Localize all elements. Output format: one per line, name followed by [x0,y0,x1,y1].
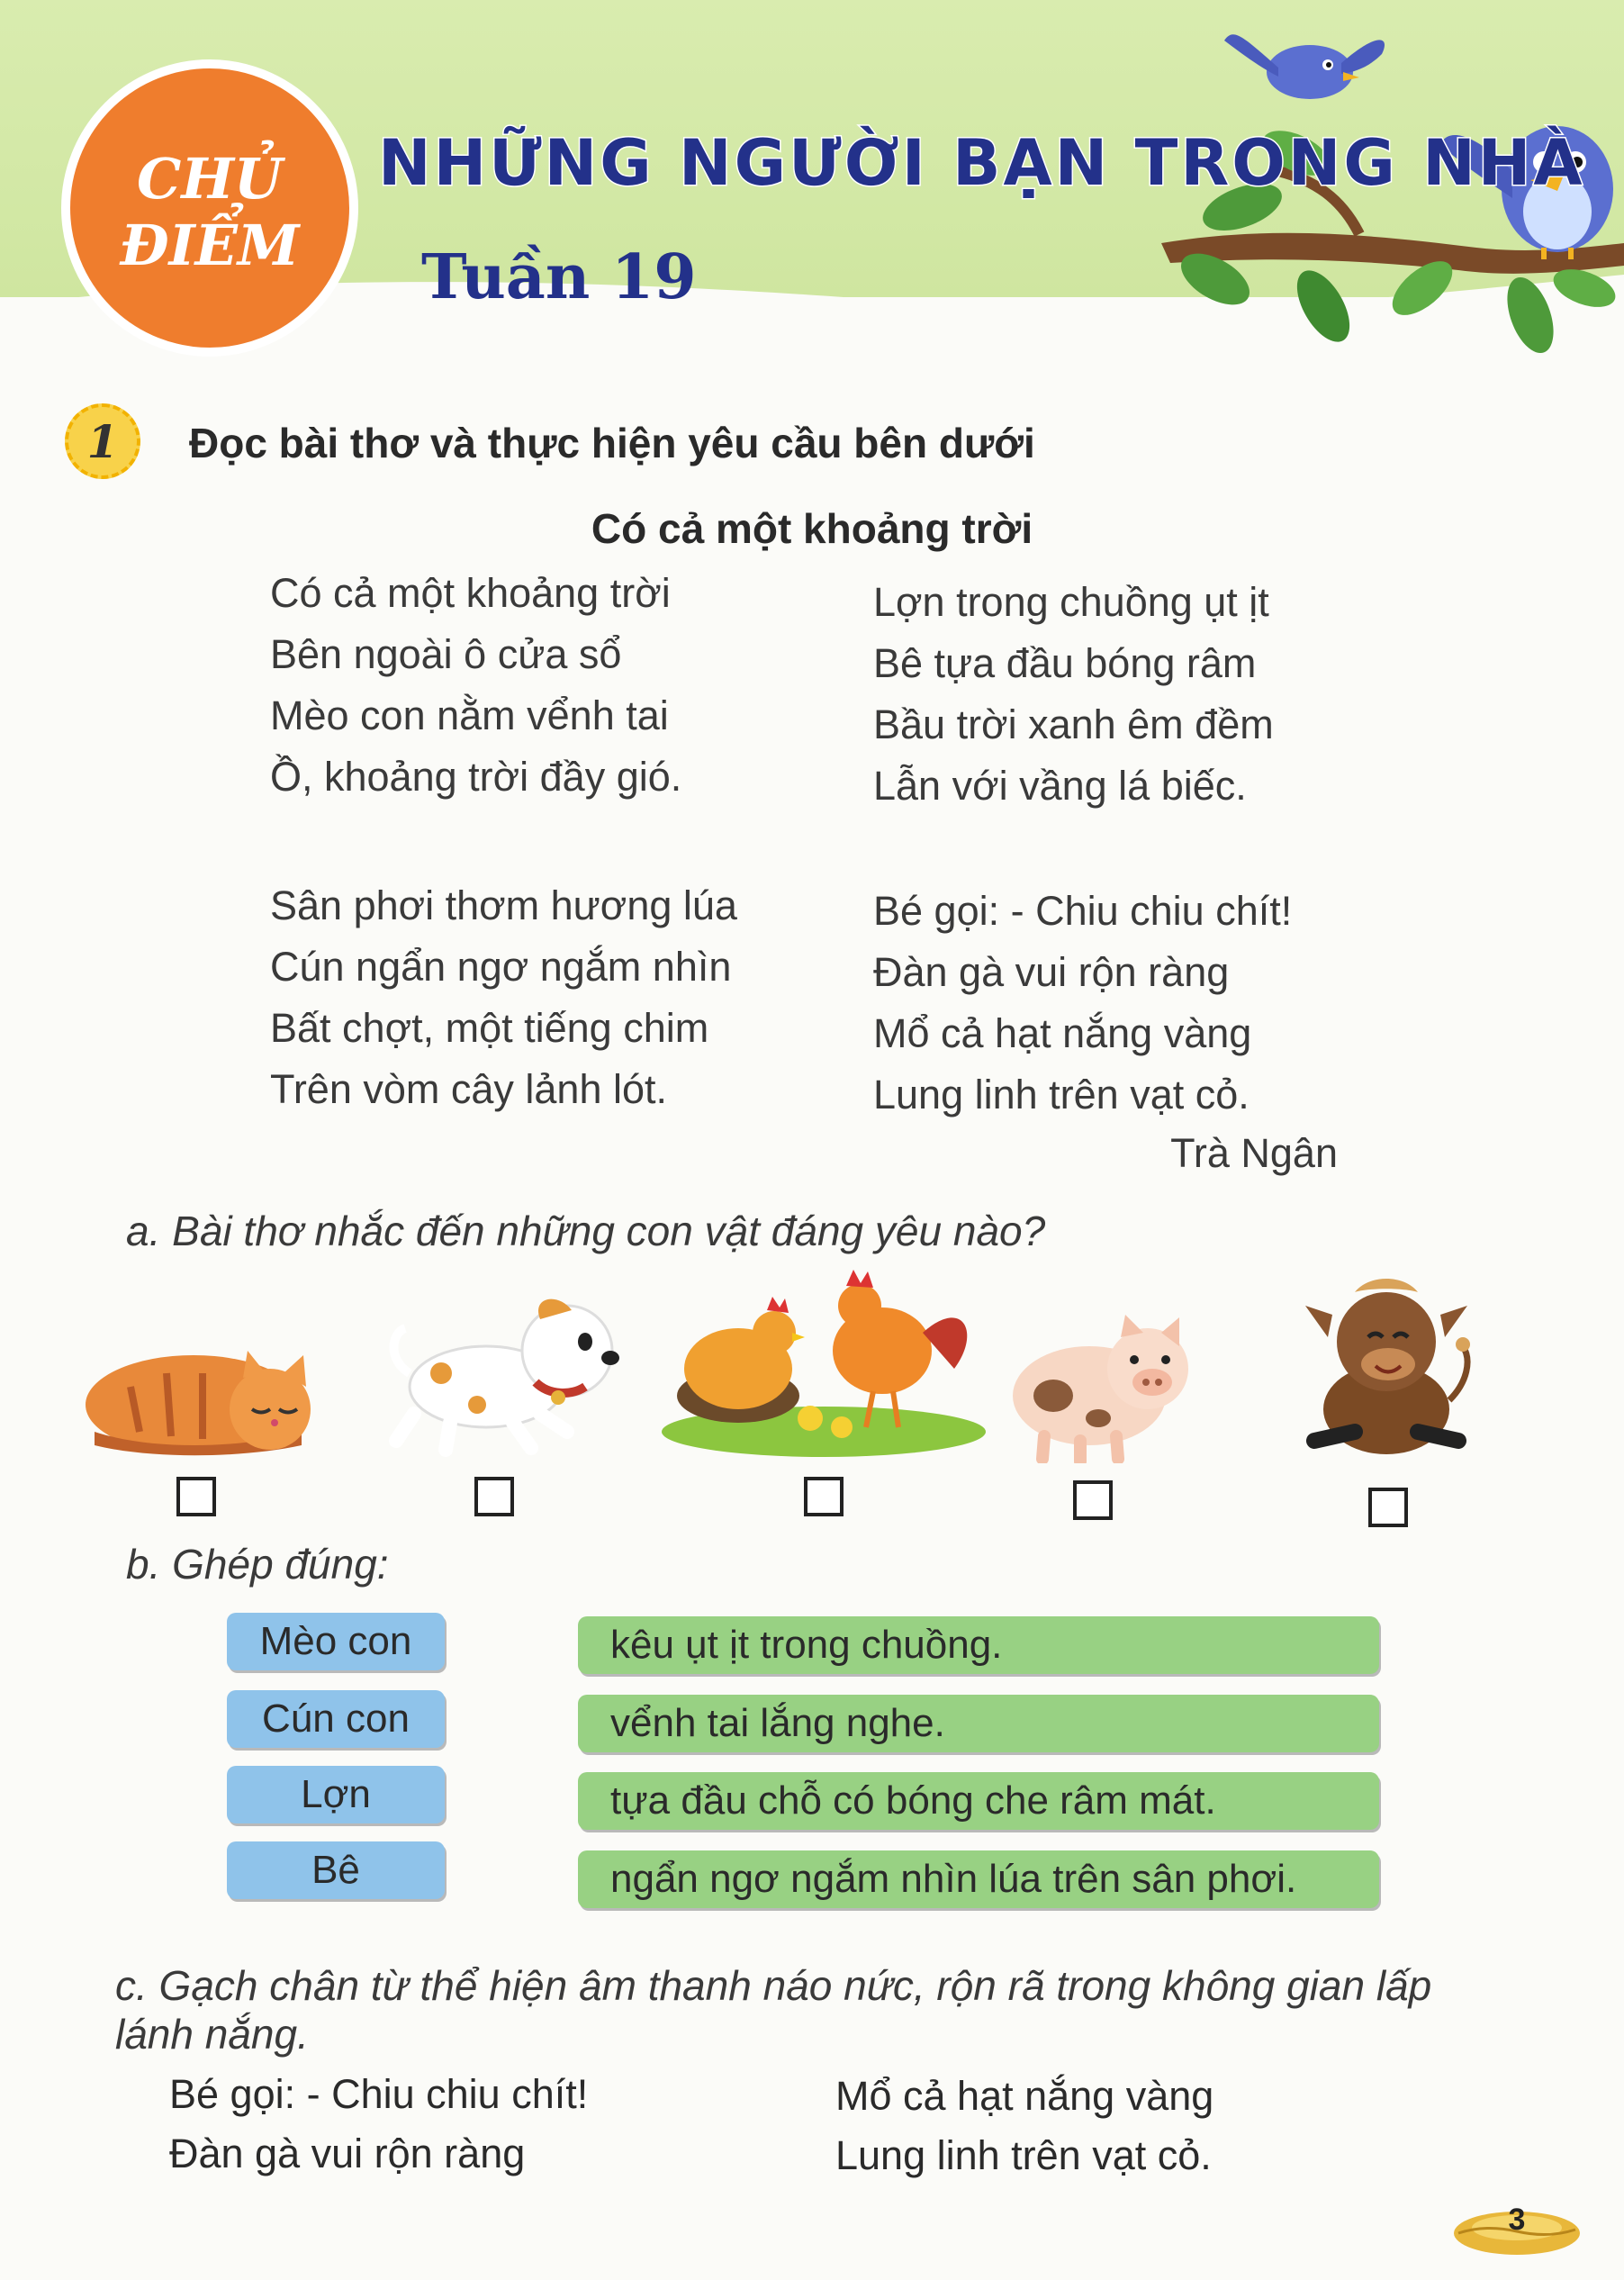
poem-stanza-2-left [270,875,737,1120]
poem-line: Đàn gà vui rộn ràng [873,949,1230,995]
poem-line: Có cả một khoảng trời [270,570,671,616]
poem-line: Cún ngẩn ngơ ngắm nhìn [270,944,732,990]
dog-icon [378,1288,630,1459]
animal-checkbox-calf[interactable] [1368,1488,1408,1527]
poem-line: Sân phơi thơm hương lúa [270,882,737,928]
theme-word-2: ĐIỂM [120,213,300,278]
poem-line: Bầu trời xanh êm đềm [873,701,1274,747]
match-predicate-item[interactable]: tựa đầu chỗ có bóng che râm mát. [578,1772,1379,1830]
verse-line[interactable]: Đàn gà vui rộn ràng [169,2131,526,2176]
bird-branch-illustration [1134,18,1624,405]
page-number-badge [1449,2197,1584,2260]
verse-line[interactable]: Lung linh trên vạt cỏ. [835,2132,1212,2178]
animal-checkbox-pig[interactable] [1073,1480,1113,1520]
match-predicate-item[interactable]: ngẩn ngơ ngắm nhìn lúa trên sân phơi. [578,1850,1379,1908]
match-subject-item[interactable]: Bê [227,1841,445,1899]
question-c-line-2: lánh nắng. [115,2011,309,2058]
poem-line: Lung linh trên vạt cỏ. [873,1072,1250,1117]
question-c-line-1: c. Gạch chân từ thể hiện âm thanh náo nức, rộn rã trong không gian lấp [115,1962,1432,2009]
question-a: a. Bài thơ nhắc đến những con vật đáng yêu nào? [126,1208,1046,1254]
poem-line: Bất chợt, một tiếng chim [270,1005,709,1051]
theme-badge [61,59,358,357]
theme-word-1: CHỦ [137,146,283,212]
question-b: b. Ghép đúng: [126,1541,389,1588]
poem-title: Có cả một khoảng trời [591,505,1033,552]
animal-checkbox-dog[interactable] [474,1477,514,1516]
animal-checkbox-chickens[interactable] [804,1477,844,1516]
poem-stanza-1-left [270,563,681,808]
poem-stanza-1-right [873,572,1274,817]
match-subject-item[interactable]: Mèo con [227,1613,445,1670]
calf-icon [1287,1274,1485,1463]
match-subject-item[interactable]: Cún con [227,1690,445,1748]
cat-icon [77,1324,320,1459]
poem-stanza-2-right [873,881,1292,1126]
poem-line: Mổ cả hạt nắng vàng [873,1010,1252,1056]
poem-line: Bé gọi: - Chiu chiu chít! [873,888,1293,934]
match-predicate-item[interactable]: kêu ụt ịt trong chuồng. [578,1616,1379,1674]
week-label: Tuần 19 [421,241,697,313]
match-predicate-item[interactable]: vểnh tai lắng nghe. [578,1695,1379,1752]
exercise-number-badge: 1 [65,403,140,479]
poem-line: Lợn trong chuồng ụt ịt [873,579,1269,625]
poem-line: Bên ngoài ô cửa sổ [270,631,622,677]
page-title: NHỮNG NGƯỜI BẠN TRONG NHÀ [378,126,1585,200]
pig-icon [999,1310,1197,1463]
verse-line[interactable]: Bé gọi: - Chiu chiu chít! [169,2071,589,2117]
animal-checkbox-cat[interactable] [176,1477,216,1516]
page-number: 3 [1508,2203,1526,2237]
chickens-icon [657,1270,990,1459]
poem-line: Mèo con nằm vểnh tai [270,692,669,738]
small-bird-icon [1224,34,1385,99]
exercise-instruction: Đọc bài thơ và thực hiện yêu cầu bên dưới [189,420,1035,466]
verse-line[interactable]: Mổ cả hạt nắng vàng [835,2073,1214,2119]
match-subject-item[interactable]: Lợn [227,1766,445,1823]
poem-line: Bê tựa đầu bóng râm [873,640,1257,686]
poem-line: Trên vòm cây lảnh lót. [270,1066,668,1112]
poem-author: Trà Ngân [1170,1130,1338,1176]
poem-line: Lẫn với vầng lá biếc. [873,763,1247,809]
poem-line: Ồ, khoảng trời đầy gió. [270,754,682,800]
